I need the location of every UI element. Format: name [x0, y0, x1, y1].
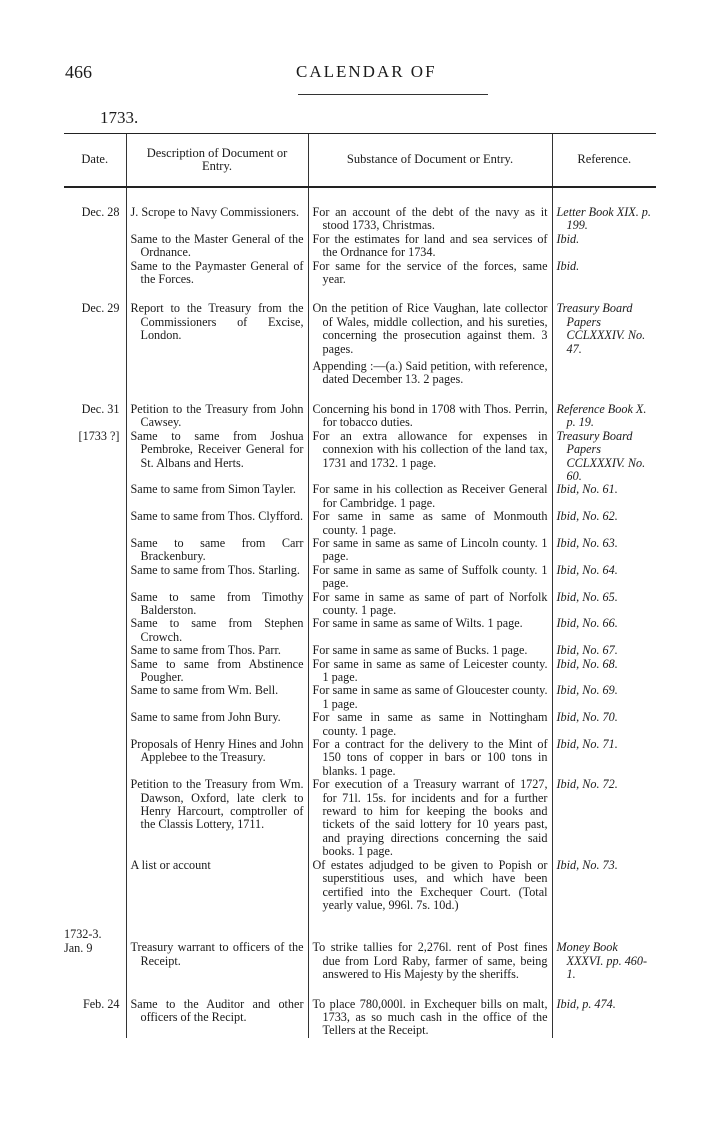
row-reference: Ibid, No. 62.	[556, 509, 618, 524]
row-reference: Ibid, No. 73.	[556, 857, 618, 872]
row-substance: To strike tallies for 2,276l. rent of Post fines due from Lord Raby, farmer of same, being answered to His Majesty by the sheriffs.	[312, 940, 548, 982]
table-row	[64, 928, 656, 981]
row-description: Same to same from Thos. Clyfford.	[130, 509, 304, 524]
row-reference: Ibid, No. 61.	[556, 482, 618, 497]
row-description: J. Scrope to Navy Commissioners.	[130, 205, 300, 219]
row-substance: For same in same as same of Lincoln county. 1 page.	[312, 535, 548, 564]
row-reference: Ibid, No. 69.	[556, 683, 618, 698]
page-number: 466	[65, 62, 92, 82]
row-date	[64, 644, 126, 657]
col-header-substance: Substance of Document or Entry.	[308, 134, 552, 188]
row-date	[64, 738, 126, 778]
row-date	[64, 684, 126, 711]
col-header-description: Description of Document or Entry.	[126, 134, 308, 188]
row-reference: Ibid, No. 68.	[556, 656, 618, 671]
row-date	[64, 233, 126, 260]
row-description: Same to the Master General of the Ordnance.	[130, 231, 304, 260]
row-date	[64, 537, 126, 564]
row-substance: To place 780,000l. in Exchequer bills on malt, 1733, as so much cash in the office of the Tellers at the Receipt.	[312, 996, 548, 1038]
table-row	[64, 658, 656, 685]
row-description: Same to same from Joshua Pembroke, Receiver General for St. Albans and Herts.	[130, 428, 304, 470]
row-description: Treasury warrant to officers of the Receipt.	[130, 940, 304, 968]
table-row	[64, 260, 656, 287]
row-date	[64, 564, 126, 591]
row-description: Same to same from Simon Tayler.	[130, 482, 296, 497]
table-row	[64, 738, 656, 778]
row-description: Petition to the Treasury from Wm. Dawson, Oxford, late clerk to Henry Harcourt, comptroller of the Classis Lottery, 1711.	[130, 777, 304, 832]
table-row	[64, 510, 656, 537]
row-reference: Ibid, p. 474.	[556, 996, 616, 1011]
row-reference: Money Book XXXVI. pp. 460-1.	[556, 940, 648, 982]
row-substance: For the estimates for land and sea services of the Ordnance for 1734.	[312, 231, 548, 260]
row-description: Same to same from Carr Brackenbury.	[130, 535, 304, 564]
table-row	[64, 537, 656, 564]
row-date: Feb. 24	[82, 996, 120, 1011]
row-reference: Ibid, No. 67.	[556, 643, 618, 658]
table-row	[64, 711, 656, 738]
row-reference: Ibid, No. 63.	[556, 535, 618, 550]
row-date: 1732-3. Jan. 9	[64, 927, 102, 955]
row-spacer	[64, 286, 656, 302]
row-reference: Ibid, No. 64.	[556, 562, 618, 577]
row-date	[64, 778, 126, 858]
row-substance: For execution of a Treasury warrant of 1727, for 71l. 15s. for incidents and for a further reward to him for keeping the books and tickets of the said lottery for 10 years past, and praying directions concerning the said books. 1 page.	[312, 777, 548, 859]
row-reference: Ibid, No. 66.	[556, 616, 618, 631]
row-substance: For same for the service of the forces, same year.	[312, 258, 548, 287]
row-substance: For same in same as same of Leicester county. 1 page.	[312, 656, 548, 684]
row-date	[64, 483, 126, 510]
row-substance: On the petition of Rice Vaughan, late collector of Wales, middle collection, and his sureties, concerning the prosecution against them. 3 pages.	[312, 301, 548, 356]
row-description: Same to same from Thos. Parr.	[130, 643, 281, 658]
row-description: Same to same from Thos. Starling.	[130, 562, 300, 577]
row-reference: Ibid.	[556, 258, 580, 273]
table-row	[64, 591, 656, 618]
row-date	[64, 260, 126, 287]
row-description: Same to same from Stephen Crowch.	[130, 616, 304, 644]
row-substance: For an extra allowance for expenses in connexion with his collection of the land tax, 1731 and 1732. 1 page.	[312, 428, 548, 470]
row-spacer	[64, 387, 656, 403]
calendar-table	[64, 133, 656, 1038]
row-reference: Ibid, No. 72.	[556, 777, 618, 792]
table-row	[64, 564, 656, 591]
row-description: Report to the Treasury from the Commissioners of Excise, London.	[130, 301, 304, 343]
row-reference: Reference Book X. p. 19.	[556, 401, 647, 430]
row-reference: Treasury Board Papers CCLXXXIV. No. 47.	[556, 301, 646, 356]
table-row	[64, 430, 656, 484]
row-description: A list or account	[130, 857, 211, 872]
table-row	[64, 778, 656, 858]
row-description: Same to same from Timothy Balderston.	[130, 589, 304, 617]
row-substance: For same in his collection as Receiver General for Cambridge. 1 page.	[312, 482, 548, 510]
table-row	[64, 233, 656, 260]
table-header-row	[64, 134, 656, 188]
row-date: Dec. 31	[81, 401, 120, 416]
row-description: Same to same from John Bury.	[130, 710, 281, 725]
row-reference: Ibid.	[556, 231, 580, 246]
row-date: [1733 ?]	[78, 428, 120, 443]
row-reference: Treasury Board Papers CCLXXXIV. No. 60.	[556, 428, 646, 483]
table-row	[64, 684, 656, 711]
row-substance-appending: Appending :—(a.) Said petition, with reference, dated December 13. 2 pages.	[312, 359, 548, 387]
row-date: Dec. 28	[81, 205, 120, 219]
row-description: Same to the Auditor and other officers of the Recipt.	[130, 996, 304, 1024]
row-date: Dec. 29	[81, 301, 120, 316]
row-substance: For same in same as same in Nottingham county. 1 page.	[312, 710, 548, 738]
year-heading: 1733.	[100, 108, 139, 127]
row-substance: For a contract for the delivery to the Mint of 150 tons of copper in bars or 100 tons in blanks. 1 page.	[312, 737, 548, 778]
row-date	[64, 658, 126, 685]
row-reference: Ibid, No. 71.	[556, 737, 618, 752]
row-description: Proposals of Henry Hines and John Applebee to the Treasury.	[130, 737, 304, 765]
row-description: Petition to the Treasury from John Cawsey.	[130, 401, 304, 430]
row-substance: For same in same as same of Wilts. 1 page.	[312, 616, 523, 631]
row-substance: For an account of the debt of the navy as it stood 1733, Christmas.	[312, 205, 548, 233]
row-date	[64, 510, 126, 537]
header-rule	[298, 94, 488, 95]
row-substance: For same in same as same of Suffolk county. 1 page.	[312, 562, 548, 591]
row-substance: For same in same as same of part of Norfolk county. 1 page.	[312, 589, 548, 617]
row-description: Same to same from Wm. Bell.	[130, 683, 279, 698]
table-row	[64, 403, 656, 430]
table-row	[64, 617, 656, 644]
table-row	[64, 644, 656, 657]
row-date	[64, 591, 126, 618]
row-date	[64, 617, 126, 644]
table-row	[64, 859, 656, 913]
row-description: Same to the Paymaster General of the Forces.	[130, 258, 304, 287]
row-spacer	[64, 912, 656, 928]
row-substance: For same in same as same of Monmouth county. 1 page.	[312, 509, 548, 537]
row-reference: Ibid, No. 65.	[556, 589, 618, 604]
table-row	[64, 302, 656, 386]
col-header-reference: Reference.	[552, 134, 656, 188]
table-row	[64, 998, 656, 1038]
table-row	[64, 187, 656, 233]
row-date	[64, 711, 126, 738]
row-substance: Concerning his bond in 1708 with Thos. Perrin, for tobacco duties.	[312, 401, 548, 430]
row-spacer	[64, 982, 656, 998]
row-reference: Letter Book XIX. p. 199.	[556, 205, 651, 233]
row-substance: For same in same as same of Gloucester county. 1 page.	[312, 683, 548, 711]
table-row	[64, 483, 656, 510]
row-substance: Of estates adjudged to be given to Popish or superstitious uses, and which have been certified into the Exchequer Court. (Total yearly value, 996l. 7s. 10d.)	[312, 857, 548, 912]
row-substance: For same in same as same of Bucks. 1 page.	[312, 643, 528, 658]
row-reference: Ibid, No. 70.	[556, 710, 618, 725]
row-date	[64, 859, 126, 913]
col-header-date: Date.	[64, 134, 126, 188]
running-title: CALENDAR OF	[296, 62, 437, 81]
row-description: Same to same from Abstinence Pougher.	[130, 656, 304, 684]
